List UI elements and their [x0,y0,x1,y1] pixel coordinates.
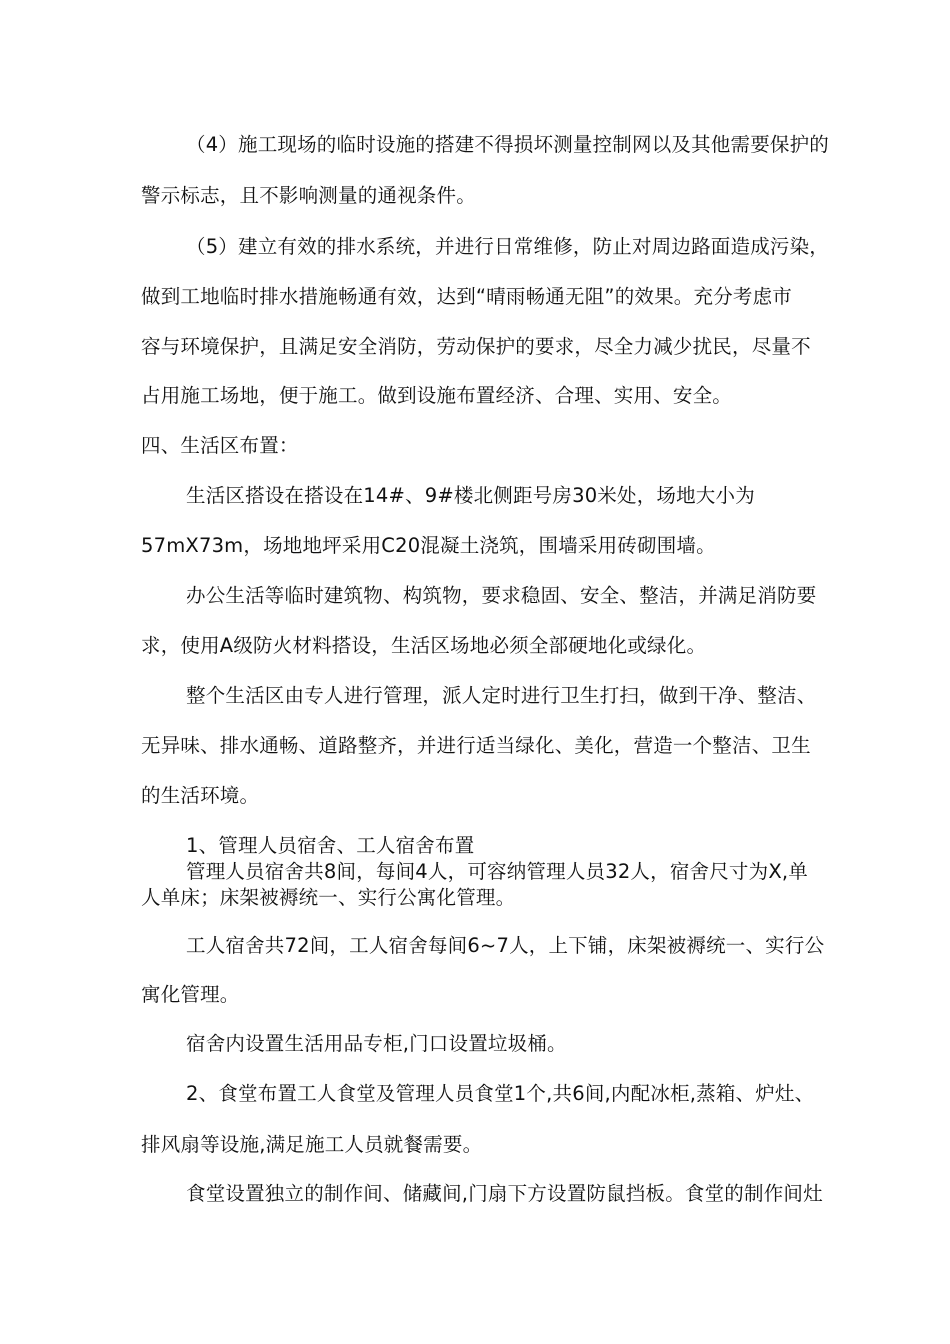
paragraph-line: 生活区搭设在搭设在14#、9#楼北侧距号房30米处，场地大小为 [186,484,755,507]
paragraph-line: 求，使用A级防火材料搭设，生活区场地必须全部硬地化或绿化。 [141,634,707,657]
subsection-heading: 1、管理人员宿舍、工人宿舍布置 [186,834,475,857]
paragraph-line: 警示标志，且不影响测量的通视条件。 [141,184,476,207]
paragraph-line: 做到工地临时排水措施畅通有效，达到“晴雨畅通无阻”的效果。充分考虑市 [141,285,793,308]
paragraph-line: 占用施工场地，便于施工。做到设施布置经济、合理、实用、安全。 [141,384,733,407]
paragraph-line: 容与环境保护，且满足安全消防，劳动保护的要求，尽全力减少扰民，尽量不 [141,335,811,358]
paragraph-line: 宿舍内设置生活用品专柜,门口设置垃圾桶。 [186,1032,567,1055]
paragraph-line: 整个生活区由专人进行管理，派人定时进行卫生打扫，做到干净、整洁、 [186,684,817,707]
paragraph-line: 人单床；床架被褥统一、实行公寓化管理。 [141,886,516,909]
subsection-heading: 2、食堂布置工人食堂及管理人员食堂1个,共6间,内配冰柜,蒸箱、炉灶、 [186,1082,815,1105]
paragraph-line: 的生活环境。 [141,784,260,807]
paragraph-line: （5）建立有效的排水系统，并进行日常维修，防止对周边路面造成污染， [186,235,830,258]
paragraph-line: 无异味、排水通畅、道路整齐，并进行适当绿化、美化，营造一个整洁、卫生 [141,734,811,757]
paragraph-line: 办公生活等临时建筑物、构筑物，要求稳固、安全、整洁，并满足消防要 [186,584,817,607]
paragraph-line: （4）施工现场的临时设施的搭建不得损坏测量控制网以及其他需要保护的 [186,133,830,156]
paragraph-line: 管理人员宿舍共8间，每间4人，可容纳管理人员32人，宿舍尺寸为X,单 [186,860,808,883]
paragraph-line: 食堂设置独立的制作间、储藏间,门扇下方设置防鼠挡板。食堂的制作间灶 [186,1182,823,1205]
paragraph-line: 工人宿舍共72间，工人宿舍每间6~7人，上下铺，床架被褥统一、实行公 [186,934,825,957]
paragraph-line: 排风扇等设施,满足施工人员就餐需要。 [141,1133,483,1156]
paragraph-line: 57mX73m，场地地坪采用C20混凝土浇筑，围墙采用砖砌围墙。 [141,534,716,557]
paragraph-line: 寓化管理。 [141,983,240,1006]
section-heading: 四、生活区布置： [141,434,299,457]
